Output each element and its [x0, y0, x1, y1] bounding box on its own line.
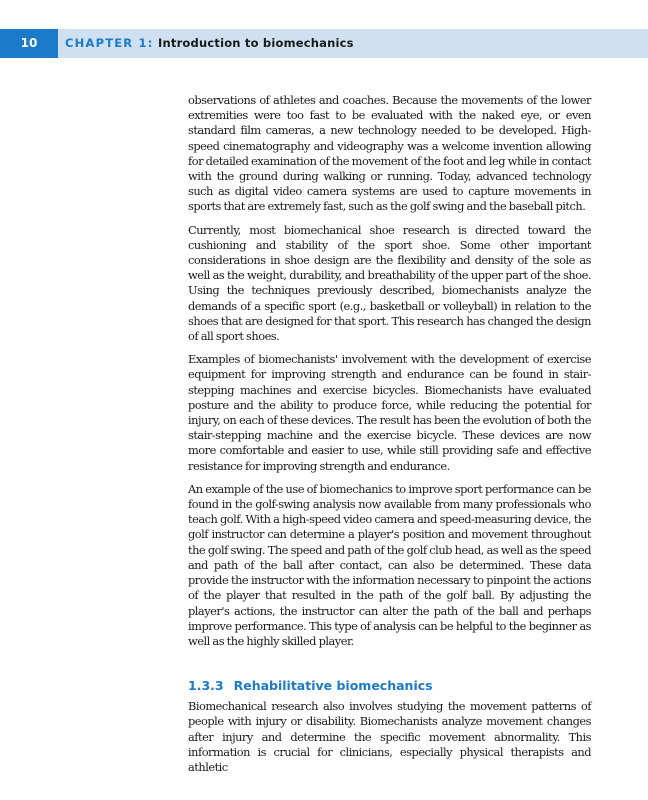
paragraph-3: Examples of biomechanists' involvement with the development of exercise equipment for improving strength and endurance can be found in stair-stepping machines and exercise bicycles. Biomechanists have evaluated posture and the ability to produce force, while reducing the potential for injury, on each of these devices. The result has been the evolution of both the stair-stepping machine and the exercise bicycle. These devices are now more comfortable and easier to use, while still providing safe and effective resistance for improving strength and endurance. — [188, 352, 591, 473]
page-number: 10 — [0, 29, 58, 58]
section-heading — [188, 677, 591, 695]
body-text — [188, 93, 591, 783]
section-number: 1.3.3 — [188, 678, 224, 694]
chapter-title: Introduction to biomechanics — [158, 36, 354, 50]
chapter-label: CHAPTER 1: — [65, 36, 154, 50]
running-header — [0, 29, 648, 58]
section-title: Rehabilitative biomechanics — [233, 678, 433, 694]
paragraph-4: An example of the use of biomechanics to improve sport performance can be found in the golf-swing analysis now available from many professionals who teach golf. With a high-speed video camera and speed-measuring device, the golf instructor can determine a player's position and movement throughout the golf swing. The speed and path of the golf club head, as well as the speed and path of the ball after contact, can also be determined. These data provide the instructor with the information necessary to pinpoint the actions of the player that resulted in the path of the golf ball. By adjusting the player's actions, the instructor can alter the path of the ball and perhaps improve performance. This type of analysis can be helpful to the beginner as well as the highly skilled player. — [188, 481, 591, 648]
paragraph-2: Currently, most biomechanical shoe research is directed toward the cushioning and stability of the sport shoe. Some other important considerations in shoe design are the flexibility and density of the sole as well as the weight, durability, and breathability of the upper part of the shoe. Using the techniques previously described, biomechanists analyze the demands of a specific sport (e.g., basketball or volleyball) in relation to the shoes that are designed for that sport. This research has changed the design of all sport shoes. — [188, 222, 591, 344]
paragraph-1: observations of athletes and coaches. Because the movements of the lower extremities were too fast to be evaluated with the naked eye, or even standard film cameras, a new technology needed to be developed. High-speed cinematography and videography was a welcome invention allowing for detailed examination of the movement of the foot and leg while in contact with the ground during walking or running. Today, advanced technology such as digital video camera systems are used to capture movements in sports that are extremely fast, such as the golf swing and the baseball pitch. — [188, 93, 591, 214]
section-paragraph: Biomechanical research also involves studying the movement patterns of people with injury or disability. Biomechanists analyze movement changes after injury and determine the specific movement abnormality. This information is crucial for clinicians, especially physical therapists and athletic — [188, 699, 591, 774]
